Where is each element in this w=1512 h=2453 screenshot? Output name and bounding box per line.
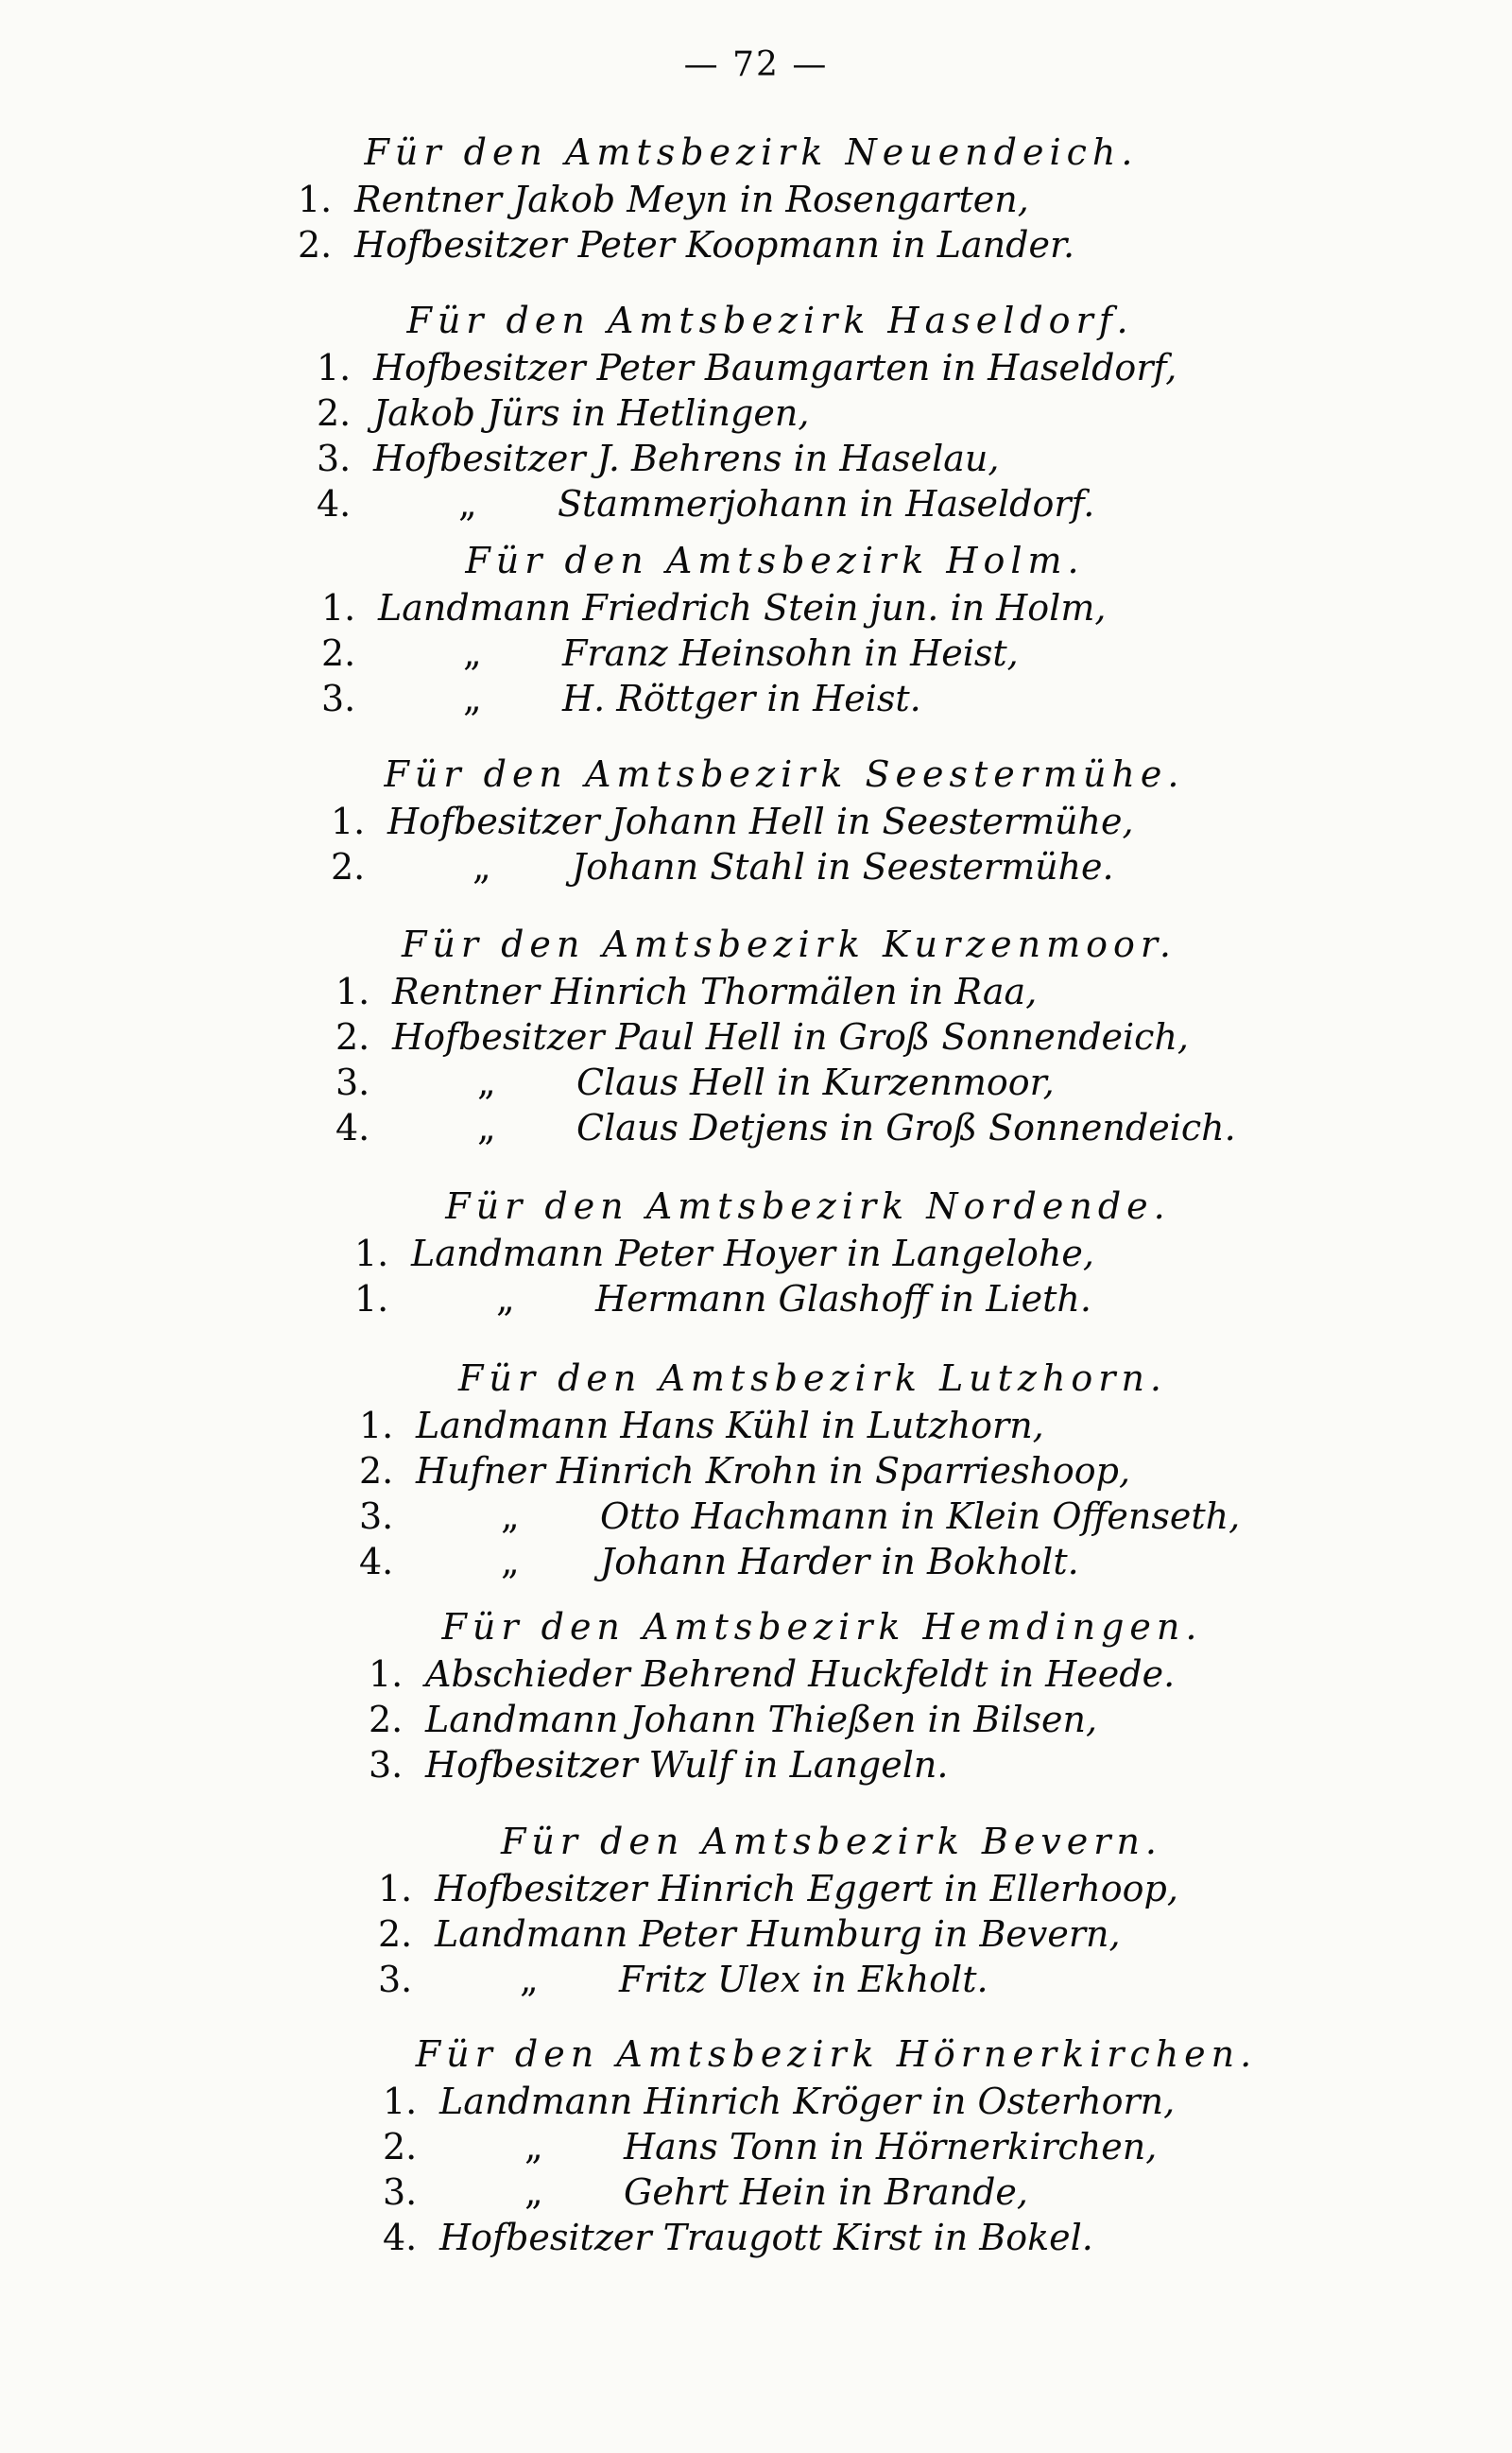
entry-number: 3.: [335, 1062, 370, 1103]
section-title: Für den Amtsbezirk Kurzenmoor.: [402, 924, 1177, 965]
ditto-mark: „: [477, 1062, 496, 1103]
entry-number: 2.: [298, 224, 333, 266]
entry-text: Claus Detjens in Groß Sonnendeich.: [576, 1107, 1236, 1149]
list-item: [369, 1651, 1276, 1697]
entry-number: 1.: [359, 1405, 394, 1446]
list-item: [298, 177, 1205, 222]
entry-text: Hofbesitzer Paul Hell in Groß Sonnendeich,: [392, 1016, 1189, 1058]
list-item: [359, 1539, 1266, 1584]
list-item: [383, 2215, 1290, 2260]
entry-number: 1.: [369, 1653, 404, 1695]
entry-text: Fritz Ulex in Ekholt.: [619, 1959, 988, 2000]
entry-text: Johann Harder in Bokholt.: [600, 1541, 1079, 1582]
ditto-mark: „: [501, 1495, 520, 1537]
entry-text: Landmann Johann Thießen in Bilsen,: [425, 1699, 1098, 1740]
entry-number: 2.: [335, 1016, 370, 1058]
entry-text: Rentner Hinrich Thormälen in Raa,: [392, 971, 1038, 1012]
entry-number: 4.: [383, 2217, 418, 2258]
list-item: [331, 799, 1238, 844]
entry-text: Landmann Hinrich Kröger in Osterhorn,: [439, 2081, 1176, 2122]
section-9: [378, 1817, 1285, 2002]
section-title: Für den Amtsbezirk Bevern.: [500, 1821, 1163, 1862]
entry-text: Otto Hachmann in Klein Offenseth,: [600, 1495, 1241, 1537]
list-item: [354, 1231, 1262, 1276]
entry-text: Landmann Peter Humburg in Bevern,: [435, 1913, 1121, 1955]
list-item: [331, 844, 1238, 890]
entry-number: 3.: [359, 1495, 394, 1537]
entry-text: Hofbesitzer Wulf in Langeln.: [425, 1744, 949, 1786]
entry-number: 2.: [317, 392, 352, 434]
entry-text: Claus Hell in Kurzenmoor,: [576, 1062, 1055, 1103]
entry-number: 2.: [369, 1699, 404, 1740]
ditto-mark: „: [520, 1959, 539, 2000]
list-item: [317, 436, 1224, 481]
entry-number: 4.: [359, 1541, 394, 1582]
list-item: [321, 585, 1228, 631]
ditto-mark: „: [477, 1107, 496, 1149]
ditto-mark: „: [524, 2126, 543, 2168]
entry-text: Landmann Friedrich Stein jun. in Holm,: [378, 587, 1107, 629]
list-item: [335, 1060, 1243, 1105]
list-item: [359, 1494, 1266, 1539]
section-10: [383, 2030, 1290, 2260]
entry-text: Hufner Hinrich Krohn in Sparrieshoop,: [416, 1450, 1131, 1492]
entry-number: 4.: [335, 1107, 370, 1149]
entry-text: Abschieder Behrend Huckfeldt in Heede.: [425, 1653, 1176, 1695]
section-title: Für den Amtsbezirk Haseldorf.: [406, 300, 1134, 341]
section-title: Für den Amtsbezirk Lutzhorn.: [457, 1357, 1168, 1399]
entry-number: 1.: [354, 1278, 389, 1320]
entry-text: Hermann Glashoff in Lieth.: [595, 1278, 1091, 1320]
list-item: [383, 2079, 1290, 2124]
list-item: [321, 676, 1228, 721]
entry-text: Stammerjohann in Haseldorf.: [558, 483, 1095, 525]
entry-text: Hofbesitzer J. Behrens in Haselau,: [373, 438, 1000, 479]
entry-text: Hans Tonn in Hörnerkirchen,: [624, 2126, 1158, 2168]
ditto-mark: „: [501, 1541, 520, 1582]
list-item: [317, 481, 1224, 527]
entry-text: Hofbesitzer Traugott Kirst in Bokel.: [439, 2217, 1093, 2258]
ditto-mark: „: [463, 632, 482, 674]
entry-number: 2.: [331, 846, 366, 888]
list-item: [359, 1448, 1266, 1494]
list-item: [359, 1403, 1266, 1448]
list-item: [321, 631, 1228, 676]
list-item: [317, 345, 1224, 390]
entry-text: Hofbesitzer Peter Koopmann in Lander.: [354, 224, 1075, 266]
ditto-mark: „: [472, 846, 491, 888]
entry-number: 3.: [317, 438, 352, 479]
entry-text: H. Röttger in Heist.: [562, 678, 921, 719]
list-item: [335, 1105, 1243, 1150]
entry-text: Jakob Jürs in Hetlingen,: [373, 392, 810, 434]
list-item: [335, 969, 1243, 1014]
entry-number: 1.: [378, 1868, 413, 1909]
section-7: [359, 1354, 1266, 1584]
entry-number: 1.: [335, 971, 370, 1012]
list-item: [298, 222, 1205, 268]
entry-number: 2.: [359, 1450, 394, 1492]
ditto-mark: „: [463, 678, 482, 719]
entry-number: 1.: [354, 1233, 389, 1274]
list-item: [335, 1014, 1243, 1060]
entry-number: 3.: [321, 678, 356, 719]
section-2: [317, 296, 1224, 527]
section-title: Für den Amtsbezirk Hemdingen.: [441, 1606, 1203, 1648]
entry-text: Franz Heinsohn in Heist,: [562, 632, 1019, 674]
entry-number: 1.: [383, 2081, 418, 2122]
ditto-mark: „: [458, 483, 477, 525]
entry-number: 1.: [331, 801, 366, 842]
entry-number: 2.: [321, 632, 356, 674]
entry-number: 1.: [321, 587, 356, 629]
list-item: [369, 1697, 1276, 1742]
section-title: Für den Amtsbezirk Hörnerkirchen.: [415, 2033, 1258, 2075]
ditto-mark: „: [524, 2171, 543, 2213]
entry-text: Gehrt Hein in Brande,: [624, 2171, 1028, 2213]
section-title: Für den Amtsbezirk Neuendeich.: [364, 131, 1139, 173]
entry-number: 3.: [369, 1744, 404, 1786]
entry-text: Hofbesitzer Hinrich Eggert in Ellerhoop,: [435, 1868, 1178, 1909]
section-title: Für den Amtsbezirk Nordende.: [445, 1185, 1171, 1227]
ditto-mark: „: [496, 1278, 515, 1320]
entry-text: Landmann Peter Hoyer in Langelohe,: [411, 1233, 1094, 1274]
entry-number: 2.: [378, 1913, 413, 1955]
entry-number: 1.: [317, 347, 352, 389]
list-item: [317, 390, 1224, 436]
entry-number: 3.: [378, 1959, 413, 2000]
list-item: [369, 1742, 1276, 1788]
entry-number: 1.: [298, 179, 333, 220]
section-8: [369, 1602, 1276, 1788]
entry-text: Landmann Hans Kühl in Lutzhorn,: [416, 1405, 1044, 1446]
section-1: [298, 128, 1205, 268]
list-item: [383, 2124, 1290, 2169]
entry-number: 2.: [383, 2126, 418, 2168]
list-item: [378, 1866, 1285, 1911]
entry-text: Hofbesitzer Johann Hell in Seestermühe,: [387, 801, 1134, 842]
section-5: [335, 920, 1243, 1150]
list-item: [354, 1276, 1262, 1322]
section-6: [354, 1182, 1262, 1322]
entry-text: Hofbesitzer Peter Baumgarten in Haseldorf,: [373, 347, 1177, 389]
list-item: [378, 1957, 1285, 2002]
entry-text: Johann Stahl in Seestermühe.: [572, 846, 1114, 888]
entry-number: 3.: [383, 2171, 418, 2213]
entry-text: Rentner Jakob Meyn in Rosengarten,: [354, 179, 1029, 220]
section-4: [331, 750, 1238, 890]
section-title: Für den Amtsbezirk Holm.: [465, 540, 1085, 581]
list-item: [378, 1911, 1285, 1957]
list-item: [383, 2169, 1290, 2215]
section-3: [321, 536, 1228, 721]
page-number: — 72 —: [683, 45, 829, 84]
entry-number: 4.: [317, 483, 352, 525]
section-title: Für den Amtsbezirk Seestermühe.: [384, 753, 1185, 795]
